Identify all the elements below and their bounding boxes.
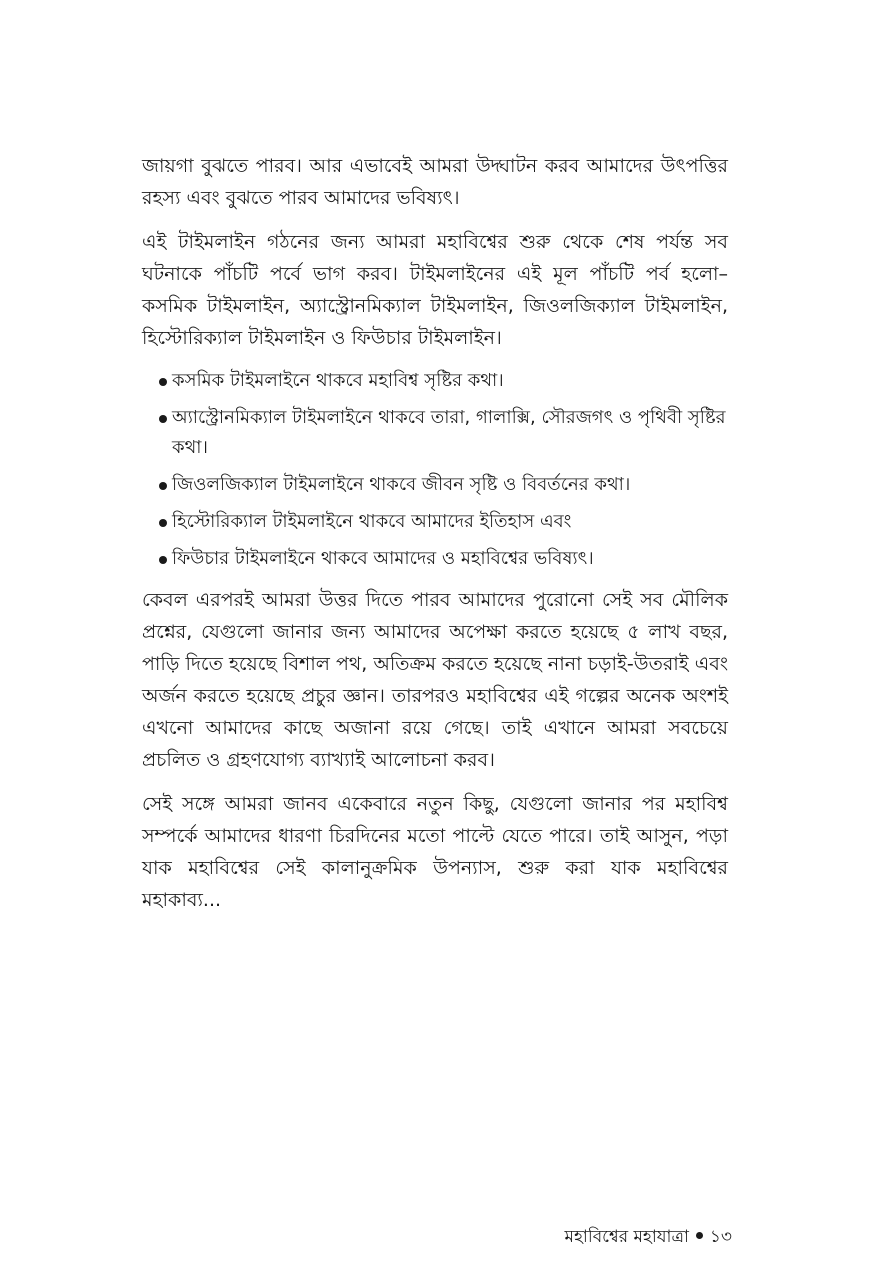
bullet-text: জিওলজিক্যাল টাইমলাইনে থাকবে জীবন সৃষ্টি ও বিবর্তনের কথা। xyxy=(172,474,631,495)
bullet-item-geological xyxy=(142,470,728,500)
bullet-item-astronomical xyxy=(142,403,728,463)
bullet-item-future xyxy=(142,544,728,574)
bullet-text: অ্যাস্ট্রোনমিক্যাল টাইমলাইনে থাকবে তারা, গালাক্সি, সৌরজগৎ ও পৃথিবী সৃষ্টির কথা। xyxy=(172,407,726,458)
page-footer xyxy=(565,1225,732,1249)
bullet-text: হিস্টোরিক্যাল টাইমলাইনে থাকবে আমাদের ইতিহাস এবং xyxy=(172,511,572,532)
paragraph: সেই সঙ্গে আমরা জানব একেবারে নতুন কিছু, যেগুলো জানার পর মহাবিশ্ব সম্পর্কে আমাদের ধারণা চিরদিনের মতো পাল্টে যেতে পারে। তাই আসুন, পড়া যাক মহাবিশ্বের সেই কালানুক্রমিক উপন্যাস, শুরু করা যাক মহাবিশ্বের মহাকাব্য... xyxy=(142,793,728,911)
paragraph: কেবল এরপরই আমরা উত্তর দিতে পারব আমাদের পুরোনো সেই সব মৌলিক প্রশ্নের, যেগুলো জানার জন্য আমাদের অপেক্ষা করতে হয়েছে ৫ লাখ বছর, পাড়ি দিতে হয়েছে বিশাল পথ, অতিক্রম করতে হয়েছে নানা চড়াই-উতরাই এবং অর্জন করতে হয়েছে প্রচুর জ্ঞান। তারপরও মহাবিশ্বের এই গল্পের অনেক অংশই এখনো আমাদের কাছে অজানা রয়ে গেছে। তাই এখানে আমরা সবচেয়ে প্রচলিত ও গ্রহণযোগ্য ব্যাখ্যাই আলোচনা করব। xyxy=(142,589,728,771)
bullet-icon xyxy=(159,482,167,490)
paragraph: জায়গা বুঝতে পারব। আর এভাবেই আমরা উদ্ঘাটন করব আমাদের উৎপত্তির রহস্য এবং বুঝতে পারব আমাদের ভবিষ্যৎ। xyxy=(142,155,728,209)
timeline-bullet-list xyxy=(142,366,728,574)
bullet-icon xyxy=(159,519,167,527)
bullet-icon xyxy=(159,556,167,564)
bullet-item-cosmic xyxy=(142,366,728,396)
bullet-icon xyxy=(159,378,167,386)
book-title: মহাবিশ্বের মহাযাত্রা xyxy=(564,1227,689,1247)
paragraph: এই টাইমলাইন গঠনের জন্য আমরা মহাবিশ্বের শুরু থেকে শেষ পর্যন্ত সব ঘটনাকে পাঁচটি পর্বে ভাগ করব। টাইমলাইনের এই মূল পাঁচটি পর্ব হলো– কসমিক টাইমলাইন, অ্যাস্ট্রোনমিক্যাল টাইমলাইন, জিওলজিক্যাল টাইমলাইন, হিস্টোরিক্যাল টাইমলাইন ও ফিউচার টাইমলাইন। xyxy=(142,231,728,349)
bullet-icon xyxy=(159,415,167,423)
bullet-text: কসমিক টাইমলাইনে থাকবে মহাবিশ্ব সৃষ্টির কথা। xyxy=(172,370,504,391)
page-number: ১৩ xyxy=(709,1227,732,1247)
separator-dot-icon xyxy=(696,1232,703,1239)
bullet-text: ফিউচার টাইমলাইনে থাকবে আমাদের ও মহাবিশ্বের ভবিষ্যৎ। xyxy=(172,548,594,569)
bullet-item-historical xyxy=(142,507,728,537)
page-body xyxy=(142,150,728,928)
